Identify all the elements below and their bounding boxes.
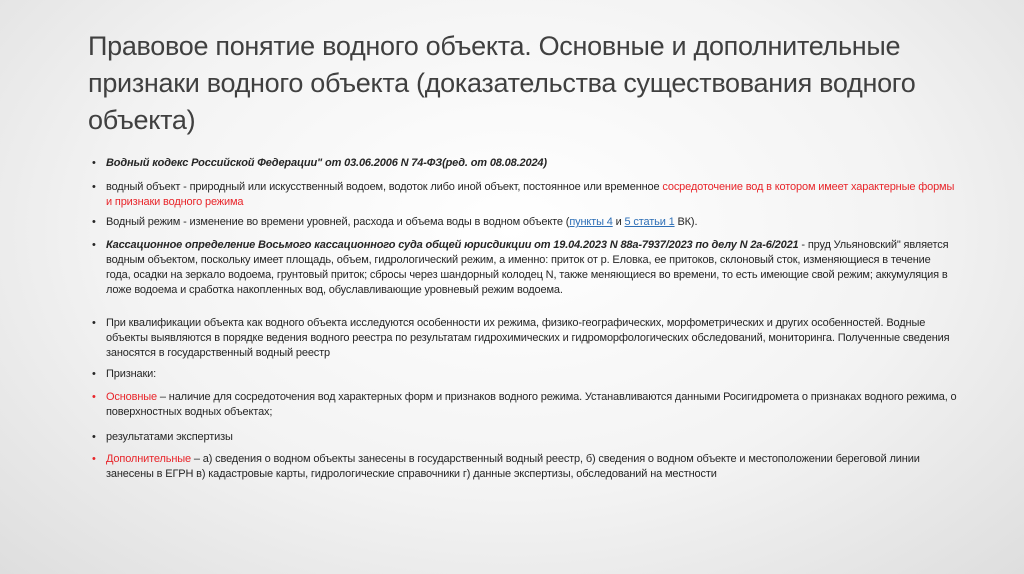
list-item-qualification: [92, 316, 958, 361]
expertise-text: результатами экспертизы: [106, 431, 233, 443]
ruling-text: - пруд Ульяновский" является водным объектом, поскольку имеет площадь, объем, гидрологический режим, а именно: приток от р. Еловка, ее притоков, склоновый сток, изменяющиеся в течение года, осадки на зеркало водоема, грунтовый приток; сбросы через шандорный колодец N, также меняющиеся во времени, то есть имеющие свой режим; аккумуляция в ложе водоема и сработка накопленных вод, обуславливающие уровневый режим водоема.: [106, 239, 949, 296]
bullet: •: [92, 453, 96, 465]
bullet: •: [92, 239, 96, 251]
list-item-water-code: [92, 156, 958, 171]
list-item-water-object-definition: [92, 180, 958, 210]
slide-title: Правовое понятие водного объекта. Основные и дополнительные признаки водного объекта (доказательства существования водного объекта): [88, 31, 916, 135]
bullet: •: [92, 181, 96, 193]
additional-signs-text: – а) сведения о водном объекты занесены в государственный водный реестр, б) сведения о водном объекте и местоположении береговой линии занесены в ЕГРН в) кадастровые карты, гидрологические справочники г) данные экспертизы, обследований на местности: [106, 453, 920, 480]
list-item-water-regime: [92, 215, 958, 230]
regime-end: ВК).: [674, 216, 698, 228]
bullet: •: [92, 157, 96, 169]
regime-text: Водный режим - изменение во времени уровней, расхода и объема воды в водном объекте (: [106, 216, 570, 228]
list-item-cassation-ruling: [92, 238, 958, 298]
bullet: •: [92, 391, 96, 403]
link-punkty-4[interactable]: пункты 4: [569, 216, 613, 228]
water-code-reference: Водный кодекс Российской Федерации" от 03.06.2006 N 74-ФЗ(ред. от 08.08.2024): [106, 157, 547, 169]
bullet: •: [92, 317, 96, 329]
qualification-text: При квалификации объекта как водного объекта исследуются особенности их режима, физико-географических, морфометрических и других особенностей. Водные объекты выявляются в порядке ведения водного реестра по результатам гидрохимических и гидроморфологических обследований, мониторинга. Полученные сведения заносятся в государственный водный реестр: [106, 317, 950, 359]
bullet: •: [92, 431, 96, 443]
and-text: и: [612, 216, 625, 228]
link-5-stati-1[interactable]: 5 статьи 1: [624, 216, 675, 228]
definition-highlight: сосредоточение вод в котором имеет характерные формы и признаки водного режима: [106, 181, 955, 208]
bullet: •: [92, 216, 96, 228]
bullet: •: [92, 368, 96, 380]
definition-text: водный объект - природный или искусственный водоем, водоток либо иной объект, постоянное или временное: [106, 181, 663, 193]
list-item-signs: [92, 367, 958, 382]
list-item-main-signs: [92, 390, 958, 420]
main-signs-label: Основные: [106, 391, 157, 403]
list-item-expertise: [92, 430, 958, 445]
main-signs-text: – наличие для сосредоточения вод характерных форм и признаков водного режима. Устанавливаются данными Росигидромета о признаках водного режима, о поверхностных водных объектах;: [106, 391, 957, 418]
signs-label: Признаки:: [106, 368, 157, 380]
additional-signs-label: Дополнительные: [106, 453, 191, 465]
ruling-reference: Кассационное определение Восьмого кассационного суда общей юрисдикции от 19.04.2023 N 88а-7937/2023 по делу N 2а-6/2021: [106, 239, 799, 251]
list-item-additional-signs: [92, 452, 958, 482]
